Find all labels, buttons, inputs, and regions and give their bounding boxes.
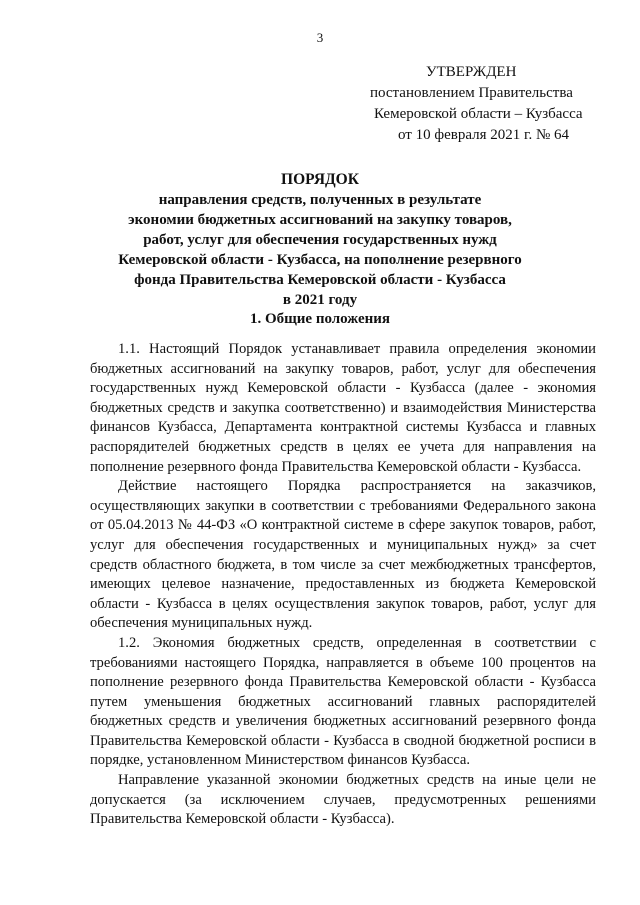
approval-heading: УТВЕРЖДЕН [426,64,517,80]
paragraph-1-2: 1.2. Экономия бюджетных средств, определенная в соответствии с требованиями настоящего Порядка, направляется в объеме 100 процентов на пополнение резервного фонда Правительства Кемеровской области - Кузбасса путем уменьшения бюджетных ассигнований главных распорядителей бюджетных средств и увеличения бюджетных ассигнований резервного фонда Правительства Кемеровской области - Кузбасса в сводной бюджетной росписи в порядке, установленном Министерством финансов Кузбасса. [90,634,596,769]
title-line-3: работ, услуг для обеспечения государственных нужд [143,232,497,248]
title-line-1: направления средств, полученных в результате [158,192,482,208]
document-title [60,170,580,310]
paragraph-1-1: 1.1. Настоящий Порядок устанавливает правила определения экономии бюджетных ассигнований на закупку товаров, работ, услуг для обеспечения государственных нужд Кемеровской области - Кузбасса (далее - экономия бюджетных средств и закупка соответственно) и взаимодействия Министерства финансов Кузбасса, Департамента контрактной системы Кузбасса и главных распорядителей бюджетных средств в целях ее учета для направления на пополнение резервного фонда Правительства Кемеровской области - Кузбасса. [90,341,596,475]
page-number: 3 [316,30,324,45]
title-line-4: Кемеровской области - Кузбасса, на пополнение резервного [118,252,522,268]
title-main: ПОРЯДОК [281,171,359,188]
section-heading: 1. Общие положения [249,311,391,327]
approval-line-1: постановлением Правительства [370,85,573,101]
body-text [90,340,596,830]
title-line-5: фонда Правительства Кемеровской области - Кузбасса [134,272,506,288]
paragraph-restriction: Направление указанной экономии бюджетных средств на иные цели не допускается (за исключением случаев, предусмотренных решениями Правительства Кемеровской области - Кузбасса). [90,772,596,828]
paragraph-scope: Действие настоящего Порядка распространяется на заказчиков, осуществляющих закупки в соответствии с требованиями Федерального закона от 05.04.2013 № 44-ФЗ «О контрактной системе в сфере закупок товаров, работ, услуг для обеспечения государственных и муниципальных нужд» за счет средств областного бюджета, в том числе за счет межбюджетных трансфертов, имеющих целевое назначение, предоставленных из бюджета Кемеровской области - Кузбасса в целях осуществления закупок товаров, работ, услуг для обеспечения муниципальных нужд. [90,478,596,632]
title-line-6: в 2021 году [282,292,358,308]
title-line-2: экономии бюджетных ассигнований на закупку товаров, [128,212,512,228]
approval-line-3: от 10 февраля 2021 г. № 64 [398,127,570,143]
approval-stamp [330,62,620,146]
approval-line-2: Кемеровской области – Кузбасса [374,106,583,122]
